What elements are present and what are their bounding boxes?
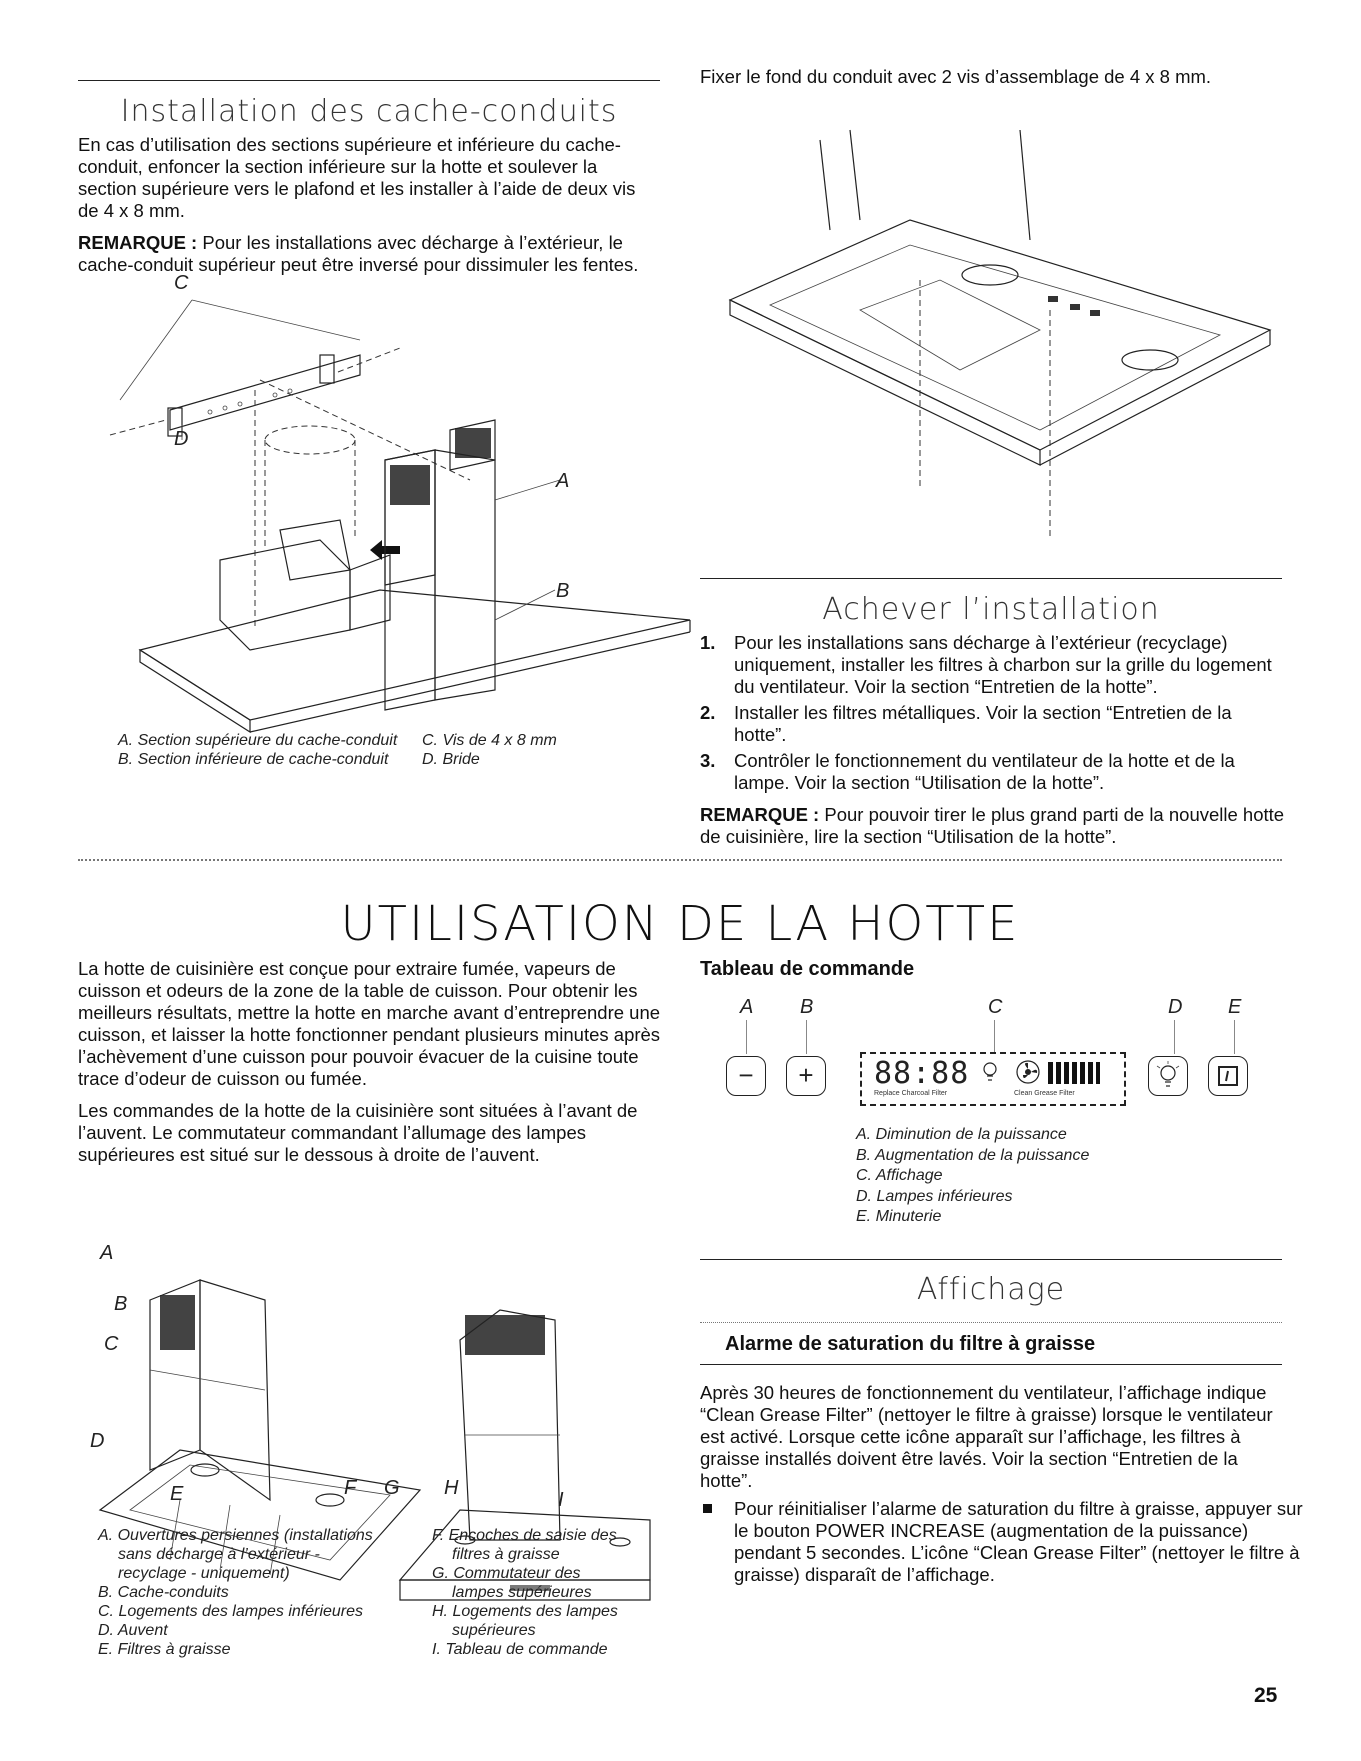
achever-note-label: REMARQUE : bbox=[700, 804, 820, 825]
fig1-label-c: C bbox=[174, 272, 189, 294]
lights-button[interactable] bbox=[1148, 1056, 1188, 1096]
timer-button[interactable] bbox=[1208, 1056, 1248, 1096]
cache-conduits-note bbox=[78, 232, 658, 276]
main-divider bbox=[78, 859, 1282, 861]
hood-bottom-illustration bbox=[710, 120, 1290, 540]
page-number: 25 bbox=[1254, 1684, 1278, 1707]
fig3-captions-left: A. Ouvertures persiennes (installations sans décharge à l’extérieur - recyclage - uniquement) B. Cache-conduits C. Logements des lampes inférieures D. Auvent E. Filtres à graisse bbox=[98, 1527, 373, 1658]
achever-step-1: 1. Pour les installations sans décharge à l’extérieur (recyclage) uniquement, installer les filtres à charbon sur la grille du logement du ventilateur. Voir la section “Entretien de la hotte”. bbox=[700, 632, 1272, 697]
note-text: Pour les installations avec décharge à l’extérieur, le cache-conduit supérieur peut être inversé pour dissimuler les fentes. bbox=[78, 232, 639, 275]
panel-label-b: B bbox=[800, 996, 814, 1018]
panel-label-a: A bbox=[740, 996, 754, 1018]
utilisation-paragraph-1: La hotte de cuisinière est conçue pour extraire fumée, vapeurs de cuisson et odeurs de la zone de la table de cuisson. Pour obtenir les meilleurs résultats, mettre la hotte en marche avant d’entreprendre une cuisson, et laisser la hotte fonctionner pendant plusieurs minutes après l’achèvement d’une cuisson pour pouvoir évacuer de la cuisine toute trace d’odeur de cuisson ou fumée. bbox=[78, 958, 661, 1089]
fig1-label-b: B bbox=[556, 580, 570, 602]
cache-conduits-paragraph: En cas d’utilisation des sections supérieure et inférieure du cache-conduit, enfoncer la section inférieure sur la hotte et soulever la section supérieure vers le plafond et les installer à l’aide de deux vis de 4 x 8 mm. bbox=[78, 134, 636, 221]
section-title-achever: Achever l’installation bbox=[822, 592, 1160, 627]
timer-icon bbox=[1209, 1057, 1247, 1095]
display-panel bbox=[860, 1052, 1126, 1106]
power-decrease-button[interactable]: − bbox=[726, 1056, 766, 1096]
fig1-caption-c: C. Vis de 4 x 8 mm bbox=[422, 732, 557, 749]
achever-steps bbox=[700, 632, 1285, 798]
utilisation-paragraph-2: Les commandes de la hotte de la cuisinière sont situées à l’avant de l’auvent. Le commutateur commandant l’allumage des lampes supérieures est situé sur le dessous à droite de l’auvent. bbox=[78, 1100, 638, 1165]
panel-label-d: D bbox=[1168, 996, 1183, 1018]
achever-step-2: 2. Installer les filtres métalliques. Voir la section “Entretien de la hotte”. bbox=[700, 702, 1232, 745]
fig3-label-c: C bbox=[104, 1333, 119, 1355]
fig3-label-i: I bbox=[558, 1489, 564, 1511]
alarm-heading: Alarme de saturation du filtre à graisse bbox=[725, 1333, 1096, 1355]
achever-rule bbox=[700, 578, 1282, 579]
fig3-label-g: G bbox=[384, 1477, 400, 1499]
alarm-paragraph: Après 30 heures de fonctionnement du ventilateur, l’affichage indique “Clean Grease Filter” (nettoyer le filtre à graisse) lorsque le ventilateur est activé. Lorsque cette icône apparaît sur l’affichage, les filtres à graisse installés doivent être lavés. Voir la section “Entretien de la hotte”. bbox=[700, 1382, 1273, 1491]
fig3-label-b: B bbox=[114, 1293, 128, 1315]
fig1-caption-b: B. Section inférieure de cache-conduit bbox=[118, 751, 389, 768]
fan-icon bbox=[1014, 1058, 1042, 1086]
fig3-label-e: E bbox=[170, 1483, 184, 1505]
fig3-captions-right: F. Encoches de saisie des filtres à graisse G. Commutateur des lampes supérieures H. Logements des lampes supérieures I. Tableau de commande bbox=[432, 1527, 618, 1658]
note-label: REMARQUE : bbox=[78, 232, 198, 253]
section-title-affichage: Affichage bbox=[916, 1272, 1066, 1307]
display-digits: 88:88 bbox=[874, 1056, 970, 1091]
alarm-top-rule bbox=[700, 1322, 1282, 1323]
fig3-label-h: H bbox=[444, 1477, 459, 1499]
fig1-label-d: D bbox=[174, 428, 189, 450]
panel-label-c: C bbox=[988, 996, 1003, 1018]
fixing-instruction: Fixer le fond du conduit avec 2 vis d’assemblage de 4 x 8 mm. bbox=[700, 66, 1212, 87]
power-increase-button[interactable]: + bbox=[786, 1056, 826, 1096]
panel-heading: Tableau de commande bbox=[700, 958, 915, 980]
fig1-label-a: A bbox=[556, 470, 570, 492]
alarm-reset-bullet: Pour réinitialiser l’alarme de saturation du filtre à graisse, appuyer sur le bouton POWER INCREASE (augmentation de la puissance) pendant 5 secondes. L’icône “Clean Grease Filter” (nettoyer le filtre à graisse) disparaît de l’affichage. bbox=[700, 1498, 1319, 1586]
achever-note-text: Pour pouvoir tirer le plus grand parti de la nouvelle hotte de cuisinière, lire la section “Utilisation de la hotte”. bbox=[700, 804, 1285, 847]
panel-label-e: E bbox=[1228, 996, 1242, 1018]
grease-filter-level-icon bbox=[1048, 1062, 1100, 1084]
bullet-icon bbox=[703, 1504, 712, 1513]
light-bulb-icon bbox=[1149, 1057, 1187, 1095]
fig3-label-f: F bbox=[344, 1477, 357, 1499]
achever-note bbox=[700, 804, 1285, 848]
alarm-bottom-rule bbox=[700, 1364, 1282, 1365]
fig3-label-d: D bbox=[90, 1430, 105, 1452]
fig1-caption-d: D. Bride bbox=[422, 751, 480, 768]
section-title-cache-conduits: Installation des cache-conduits bbox=[120, 94, 618, 129]
main-title: UTILISATION DE LA HOTTE bbox=[340, 896, 1020, 952]
achever-step-3: 3. Contrôler le fonctionnement du ventilateur de la hotte et de la lampe. Voir la section “Utilisation de la hotte”. bbox=[700, 750, 1235, 793]
panel-captions: A. Diminution de la puissance B. Augmentation de la puissance C. Affichage D. Lampes inférieures E. Minuterie bbox=[856, 1126, 1090, 1225]
display-text-charcoal: Replace Charcoal Filter bbox=[874, 1090, 948, 1097]
charcoal-filter-bulb-icon bbox=[980, 1060, 1000, 1084]
fig1-caption-a: A. Section supérieure du cache-conduit bbox=[118, 732, 398, 749]
fig3-label-a: A bbox=[100, 1242, 114, 1264]
duct-cover-illustration bbox=[100, 300, 620, 800]
affichage-rule bbox=[700, 1259, 1282, 1260]
top-left-rule bbox=[78, 80, 660, 81]
display-text-grease: Clean Grease Filter bbox=[1014, 1090, 1075, 1097]
